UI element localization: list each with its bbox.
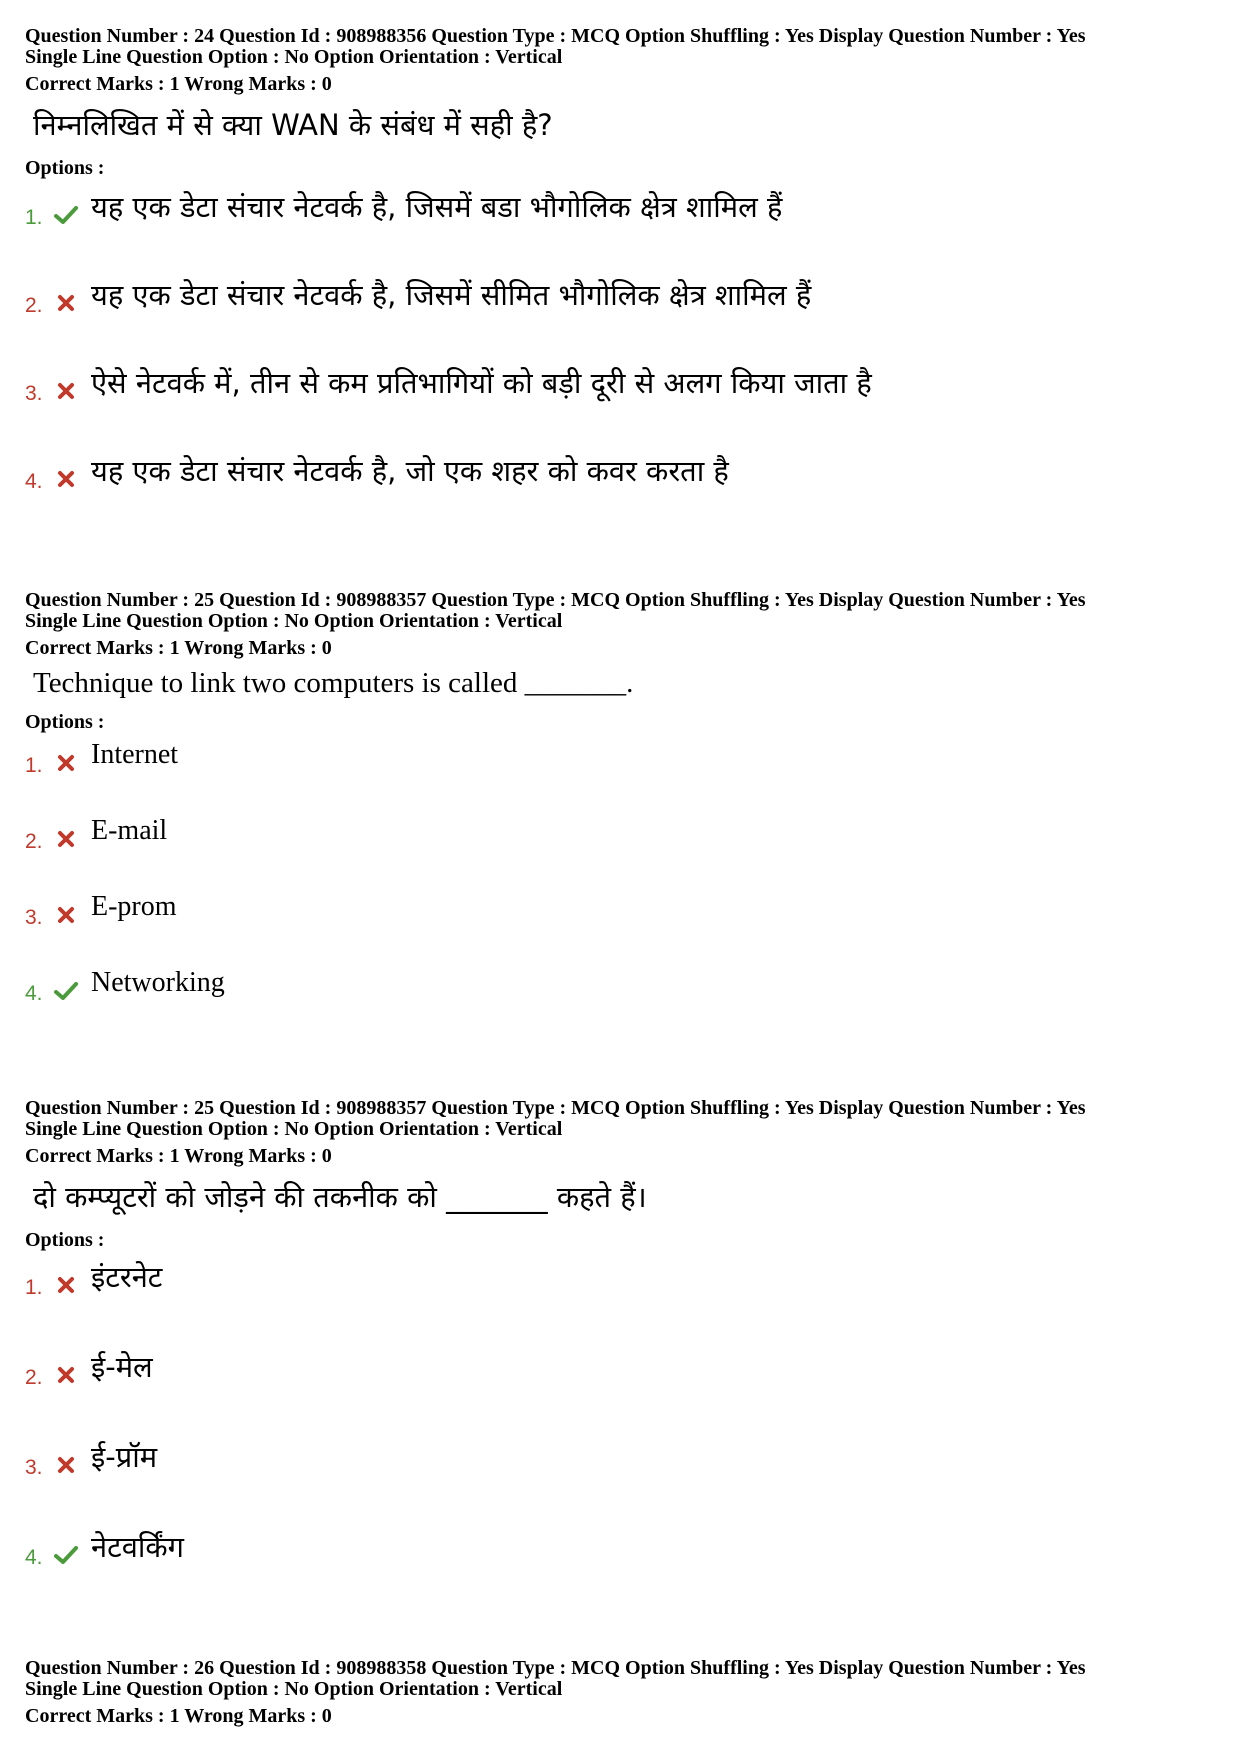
- question-marks: Correct Marks : 1 Wrong Marks : 0: [25, 73, 332, 95]
- option-number: 4.: [25, 1546, 43, 1569]
- question-meta-line1: Question Number : 26 Question Id : 908988358 Question Type : MCQ Option Shuffling : Yes Display Question Number : Yes: [25, 1657, 1086, 1679]
- option-4: [25, 454, 1215, 542]
- option-number: 2.: [25, 830, 43, 853]
- cross-icon: [53, 750, 79, 776]
- option-2: [25, 1350, 1215, 1440]
- check-icon: [53, 1542, 79, 1568]
- question-text: दो कम्प्यूटरों को जोड़ने की तकनीक को _______ कहते हैं।: [33, 1180, 647, 1214]
- question-meta-line1: Question Number : 25 Question Id : 908988357 Question Type : MCQ Option Shuffling : Yes Display Question Number : Yes: [25, 1097, 1086, 1119]
- option-number: 3.: [25, 1456, 43, 1479]
- option-text: ई-प्रॉम: [91, 1440, 158, 1474]
- question-meta-line2: Single Line Question Option : No Option Orientation : Vertical: [25, 1678, 563, 1700]
- option-text: यह एक डेटा संचार नेटवर्क है, जिसमें बडा भौगोलिक क्षेत्र शामिल हैं: [91, 190, 783, 224]
- option-number: 2.: [25, 294, 43, 317]
- options-list: [25, 1260, 1215, 1620]
- cross-icon: [53, 290, 79, 316]
- question-marks: Correct Marks : 1 Wrong Marks : 0: [25, 1705, 332, 1727]
- option-number: 3.: [25, 906, 43, 929]
- question-marks: Correct Marks : 1 Wrong Marks : 0: [25, 637, 332, 659]
- check-icon: [53, 202, 79, 228]
- option-3: [25, 1440, 1215, 1530]
- option-2: [25, 814, 1215, 890]
- options-label: Options :: [25, 157, 105, 179]
- option-text: E-prom: [91, 891, 177, 922]
- option-text: नेटवर्किंग: [91, 1530, 184, 1564]
- option-1: [25, 1260, 1215, 1350]
- question-text: निम्नलिखित में से क्या WAN के संबंध में सही है?: [33, 108, 553, 142]
- option-2: [25, 278, 1215, 366]
- option-text: ई-मेल: [91, 1350, 153, 1384]
- question-block: [25, 26, 1215, 542]
- option-text: यह एक डेटा संचार नेटवर्क है, जो एक शहर को कवर करता है: [91, 454, 729, 488]
- option-3: [25, 366, 1215, 454]
- question-meta-line2: Single Line Question Option : No Option Orientation : Vertical: [25, 610, 563, 632]
- option-text: ऐसे नेटवर्क में, तीन से कम प्रतिभागियों को बड़ी दूरी से अलग किया जाता है: [91, 366, 872, 400]
- option-number: 1.: [25, 754, 43, 777]
- cross-icon: [53, 1272, 79, 1298]
- options-label: Options :: [25, 711, 105, 733]
- option-4: [25, 966, 1215, 1042]
- option-number: 1.: [25, 206, 43, 229]
- cross-icon: [53, 466, 79, 492]
- option-number: 1.: [25, 1276, 43, 1299]
- cross-icon: [53, 378, 79, 404]
- options-label: Options :: [25, 1229, 105, 1251]
- cross-icon: [53, 1452, 79, 1478]
- option-text: इंटरनेट: [91, 1260, 163, 1294]
- question-meta-line2: Single Line Question Option : No Option Orientation : Vertical: [25, 46, 563, 68]
- question-block: [25, 590, 1215, 1042]
- option-1: [25, 738, 1215, 814]
- option-text: Internet: [91, 739, 179, 770]
- check-icon: [53, 978, 79, 1004]
- option-number: 4.: [25, 982, 43, 1005]
- cross-icon: [53, 902, 79, 928]
- option-text: E-mail: [91, 815, 168, 846]
- cross-icon: [53, 1362, 79, 1388]
- options-list: [25, 738, 1215, 1042]
- option-number: 3.: [25, 382, 43, 405]
- option-number: 4.: [25, 470, 43, 493]
- question-text: Technique to link two computers is called _______.: [33, 667, 634, 699]
- question-block: [25, 1098, 1215, 1620]
- cross-icon: [53, 826, 79, 852]
- option-number: 2.: [25, 1366, 43, 1389]
- option-3: [25, 890, 1215, 966]
- question-meta-line2: Single Line Question Option : No Option Orientation : Vertical: [25, 1118, 563, 1140]
- question-meta-line1: Question Number : 24 Question Id : 908988356 Question Type : MCQ Option Shuffling : Yes Display Question Number : Yes: [25, 25, 1086, 47]
- option-text: Networking: [91, 967, 225, 998]
- option-1: [25, 190, 1215, 278]
- option-4: [25, 1530, 1215, 1620]
- question-marks: Correct Marks : 1 Wrong Marks : 0: [25, 1145, 332, 1167]
- question-meta-line1: Question Number : 25 Question Id : 908988357 Question Type : MCQ Option Shuffling : Yes Display Question Number : Yes: [25, 589, 1086, 611]
- question-block: [25, 1658, 1215, 1727]
- options-list: [25, 190, 1215, 542]
- option-text: यह एक डेटा संचार नेटवर्क है, जिसमें सीमित भौगोलिक क्षेत्र शामिल हैं: [91, 278, 812, 312]
